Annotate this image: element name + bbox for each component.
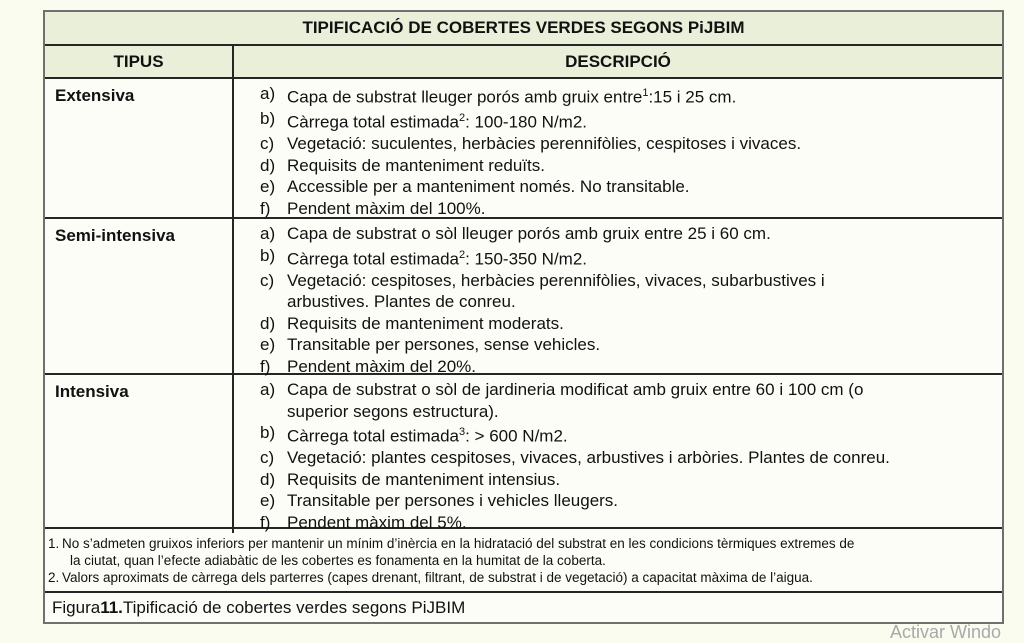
text-segment: arbustives. Plantes de conreu. bbox=[287, 292, 516, 312]
footnote-marker: 2. bbox=[48, 570, 60, 586]
text-segment: : 150-350 N/m2. bbox=[465, 249, 588, 269]
figure-caption-number: 11. bbox=[100, 597, 123, 617]
description-item bbox=[234, 245, 998, 270]
text-segment: Càrrega total estimada bbox=[287, 426, 459, 446]
footnote bbox=[45, 569, 992, 586]
description-item bbox=[234, 83, 998, 108]
superscript-note-ref: 2 bbox=[458, 248, 466, 261]
description-item bbox=[234, 155, 998, 177]
text-segment: Capa de substrat o sòl lleuger porós amb gruix entre 25 i 60 cm. bbox=[287, 224, 771, 243]
superscript-note-ref: 1 bbox=[642, 87, 649, 99]
item-marker: a) bbox=[260, 224, 276, 243]
text-segment: Vegetació: suculentes, herbàcies perennifòlies, cespitoses i vivaces. bbox=[287, 134, 802, 154]
item-marker: f) bbox=[260, 198, 271, 218]
figure-caption bbox=[45, 593, 1002, 622]
description-item bbox=[234, 356, 998, 378]
item-marker: c) bbox=[260, 270, 275, 290]
tipus-cell: Semi-intensiva bbox=[45, 219, 234, 377]
description-item bbox=[234, 447, 998, 469]
description-item bbox=[234, 176, 998, 198]
description-item bbox=[234, 223, 998, 245]
table-row bbox=[45, 375, 1002, 532]
text-segment: Capa de substrat o sòl de jardineria modificat amb gruix entre 60 i 100 cm (o bbox=[287, 380, 864, 399]
column-header-tipus: TIPUS bbox=[45, 46, 234, 77]
text-segment: Transitable per persones, sense vehicles. bbox=[287, 335, 601, 355]
text-segment: Pendent màxim del 5%. bbox=[287, 512, 467, 532]
text-segment: Requisits de manteniment intensius. bbox=[287, 469, 561, 489]
description-item bbox=[234, 270, 998, 313]
table-body bbox=[45, 79, 1002, 532]
text-segment: la ciutat, quan l’efecte adiabàtic de les cobertes es fonamenta en la humitat de la coberta. bbox=[70, 553, 606, 569]
description-item bbox=[234, 422, 998, 447]
windows-activation-watermark: Activar Windo bbox=[890, 622, 1002, 642]
green-roof-typification-table bbox=[43, 10, 1004, 624]
item-marker: b) bbox=[260, 423, 276, 442]
text-segment: Capa de substrat lleuger porós amb gruix entre bbox=[287, 87, 643, 107]
text-segment: Requisits de manteniment moderats. bbox=[287, 313, 564, 333]
description-item bbox=[234, 469, 998, 491]
footnote-marker: 1. bbox=[48, 536, 60, 551]
text-segment: Transitable per persones i vehicles lleugers. bbox=[287, 491, 619, 511]
description-item bbox=[234, 198, 998, 220]
tipus-cell: Extensiva bbox=[45, 79, 234, 219]
tipus-cell: Intensiva bbox=[45, 375, 234, 533]
description-item bbox=[234, 133, 998, 155]
item-marker: e) bbox=[260, 335, 276, 355]
text-segment: superior segons estructura). bbox=[287, 401, 499, 421]
item-marker: a) bbox=[260, 380, 276, 399]
text-segment: Valors aproximats de càrrega dels parterres (capes drenant, filtrant, de substrat i de vegetació) a capacitat màxima de l’aigua. bbox=[62, 570, 813, 586]
superscript-note-ref: 2 bbox=[458, 112, 466, 125]
item-marker: e) bbox=[260, 177, 276, 197]
item-marker: d) bbox=[260, 469, 276, 489]
descripcio-cell bbox=[234, 375, 1002, 533]
description-item bbox=[234, 334, 998, 356]
item-marker: d) bbox=[260, 313, 276, 333]
text-segment: : 100-180 N/m2. bbox=[465, 112, 588, 132]
descripcio-cell bbox=[234, 219, 1002, 377]
footnote bbox=[45, 535, 992, 569]
text-segment: Càrrega total estimada bbox=[287, 249, 459, 269]
item-marker: d) bbox=[260, 155, 276, 175]
item-marker: b) bbox=[260, 109, 276, 129]
text-segment: Pendent màxim del 100%. bbox=[287, 198, 486, 218]
figure-caption-prefix: Figura bbox=[52, 597, 101, 617]
item-marker: c) bbox=[260, 448, 275, 468]
table-row bbox=[45, 219, 1002, 375]
item-marker: b) bbox=[260, 245, 276, 265]
text-segment: Càrrega total estimada bbox=[287, 112, 459, 132]
item-marker: a) bbox=[260, 84, 276, 103]
item-marker: f) bbox=[260, 512, 271, 532]
item-marker: c) bbox=[260, 134, 275, 154]
item-marker: f) bbox=[260, 356, 271, 376]
description-item bbox=[234, 490, 998, 512]
table-title: TIPIFICACIÓ DE COBERTES VERDES SEGONS PiJBIM bbox=[45, 12, 1002, 46]
text-segment: Vegetació: cespitoses, herbàcies perennifòlies, vivaces, subarbustives i bbox=[287, 270, 825, 290]
description-item bbox=[234, 512, 998, 534]
text-segment: Accessible per a manteniment només. No transitable. bbox=[287, 177, 690, 197]
descripcio-cell bbox=[234, 79, 1002, 219]
item-marker: e) bbox=[260, 491, 276, 511]
text-segment: : > 600 N/m2. bbox=[465, 426, 568, 446]
table-header-row bbox=[45, 46, 1002, 79]
footnotes bbox=[45, 529, 1002, 593]
text-segment: No s’admeten gruixos inferiors per mantenir un mínim d’inèrcia en la hidratació del substrat en les condicions tèrmiques extremes de bbox=[62, 536, 855, 551]
description-item bbox=[234, 108, 998, 133]
figure-caption-text: Tipificació de cobertes verdes segons PiJBIM bbox=[122, 597, 466, 617]
superscript-note-ref: 3 bbox=[458, 426, 466, 438]
description-item bbox=[234, 313, 998, 335]
description-item bbox=[234, 379, 998, 422]
text-segment: Pendent màxim del 20%. bbox=[287, 356, 476, 376]
text-segment: Requisits de manteniment reduïts. bbox=[287, 155, 545, 175]
table-row bbox=[45, 79, 1002, 219]
text-segment: :15 i 25 cm. bbox=[648, 87, 737, 107]
text-segment: Vegetació: plantes cespitoses, vivaces, arbustives i arbòries. Plantes de conreu. bbox=[287, 448, 890, 468]
column-header-descripcio: DESCRIPCIÓ bbox=[565, 51, 671, 71]
